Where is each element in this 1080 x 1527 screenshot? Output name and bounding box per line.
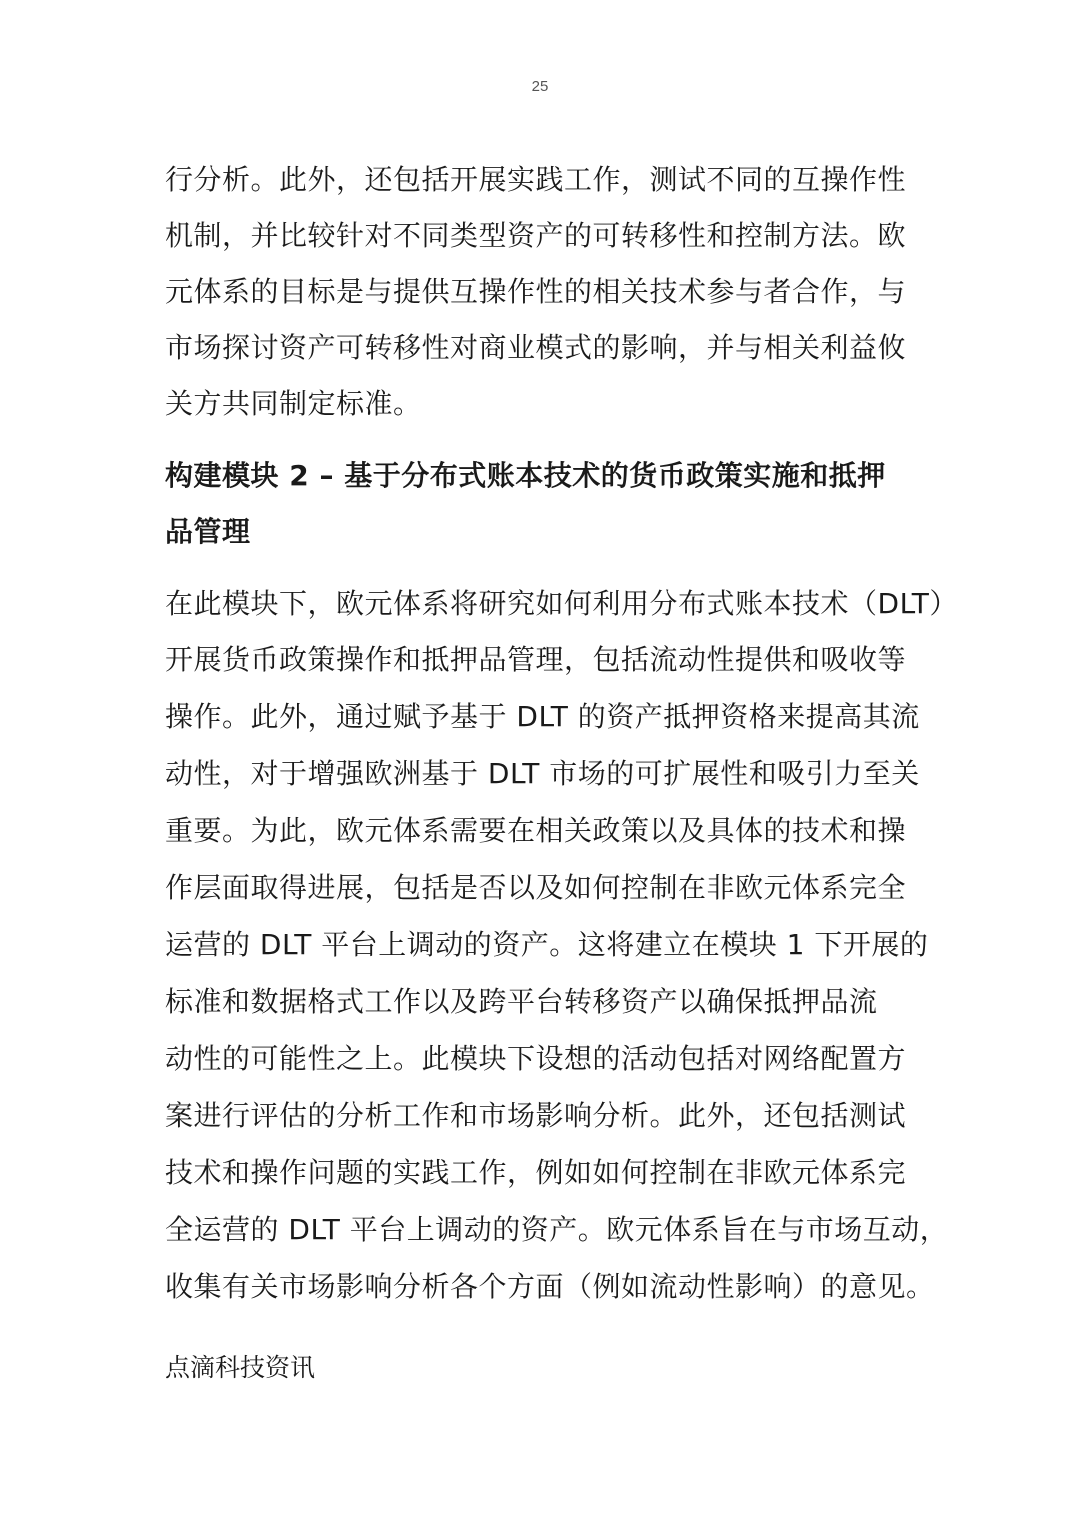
text-line: 技术和操作问题的实践工作，例如如何控制在非欧元体系完 bbox=[165, 1156, 907, 1189]
text-line: 收集有关市场影响分析各个方面（例如流动性影响）的意见。 bbox=[165, 1270, 935, 1303]
text-line: 机制，并比较针对不同类型资产的可转移性和控制方法。欧 bbox=[165, 219, 907, 252]
text-line: 运营的 DLT 平台上调动的资产。这将建立在模块 1 下开展的 bbox=[165, 928, 929, 961]
text-line: 作层面取得进展，包括是否以及如何控制在非欧元体系完全 bbox=[165, 871, 907, 904]
text-line: 全运营的 DLT 平台上调动的资产。欧元体系旨在与市场互动， bbox=[165, 1213, 949, 1246]
text-line: 元体系的目标是与提供互操作性的相关技术参与者合作，与 bbox=[165, 275, 907, 308]
text-line: 市场探讨资产可转移性对商业模式的影响，并与相关利益攸 bbox=[165, 331, 907, 364]
page-number: 25 bbox=[531, 78, 549, 95]
source-credit: 点滴科技资讯 bbox=[165, 1353, 316, 1382]
text-line: 动性，对于增强欧洲基于 DLT 市场的可扩展性和吸引力至关 bbox=[165, 757, 920, 790]
text-line: 在此模块下，欧元体系将研究如何利用分布式账本技术（DLT） bbox=[165, 587, 958, 620]
text-line: 动性的可能性之上。此模块下设想的活动包括对网络配置方 bbox=[165, 1042, 907, 1075]
text-line: 关方共同制定标准。 bbox=[165, 387, 422, 420]
text-line: 重要。为此，欧元体系需要在相关政策以及具体的技术和操 bbox=[165, 814, 907, 847]
text-line: 操作。此外，通过赋予基于 DLT 的资产抵押资格来提高其流 bbox=[165, 700, 920, 733]
text-line: 行分析。此外，还包括开展实践工作，测试不同的互操作性 bbox=[165, 163, 907, 196]
text-line: 开展货币政策操作和抵押品管理，包括流动性提供和吸收等 bbox=[165, 643, 907, 676]
heading-line: 构建模块 2 – 基于分布式账本技术的货币政策实施和抵押 bbox=[165, 459, 886, 492]
heading-line: 品管理 bbox=[165, 515, 251, 548]
text-line: 标准和数据格式工作以及跨平台转移资产以确保抵押品流 bbox=[165, 985, 878, 1018]
text-line: 案进行评估的分析工作和市场影响分析。此外，还包括测试 bbox=[165, 1099, 907, 1132]
